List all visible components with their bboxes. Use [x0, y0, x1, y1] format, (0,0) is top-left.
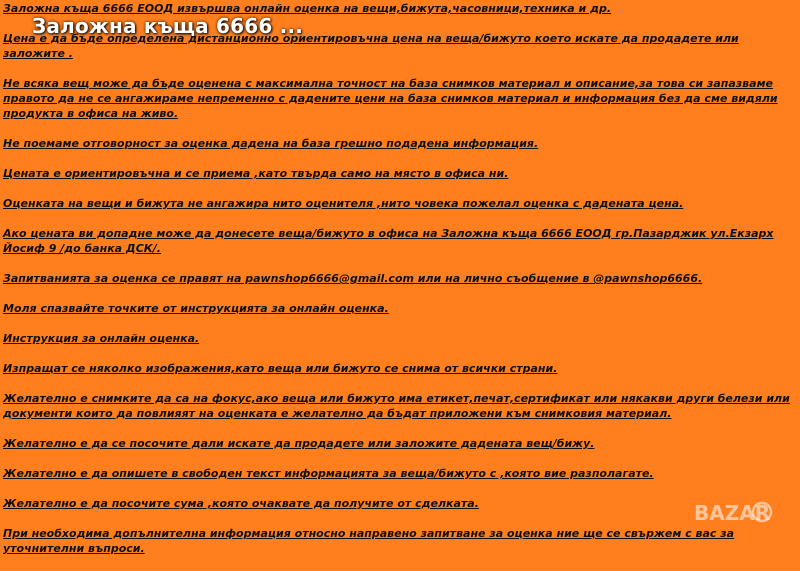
bazar-logo-icon [690, 498, 780, 528]
paragraph-office-address: Ако цената ви допадне може да донесете веща/бижуто в офиса на Заложна къща 6666 ЕООД гр.Пазарджик ул.Екзарх Йосиф 9 /до банка ДСК/. [3, 227, 774, 255]
paragraph-purpose: Цена е да бъде определена дистанционно ориентировъчна цена на веща/бижуто което искате да продадете или заложите . [3, 32, 739, 60]
paragraph-focus-images: Желателно е снимките да са на фокус,ако веща или бижуто има етикет,печат,сертификат или някакви други белези или документи които да повлияят на оценката е желателно да бъдат приложени към снимковия материал. [3, 392, 790, 420]
paragraph-no-obligation: Оценката на вещи и бижута не ангажира нито оценителя ,нито човека пожелал оценка с дадената цена. [3, 197, 684, 210]
paragraph-price-indicative: Цената е ориентировъчна и се приема ,като твърда само на място в офиса ни. [3, 167, 509, 180]
document-body [3, 1, 798, 571]
watermark-text: BAZAR [694, 501, 771, 525]
paragraph-send-images: Изпращат се няколко изображения,като веща или бижуто се снима от всички страни. [3, 362, 558, 375]
paragraph-additional-info: При необходима допълнителна информация относно направено запитване за оценка ние ще се свържем с вас за уточнителни въпроси. [3, 527, 735, 555]
paragraph-follow-instructions: Моля спазвайте точките от инструкцията за онлайн оценка. [3, 302, 389, 315]
paragraph-intro: Заложна къща 6666 ЕООД извършва онлайн оценка на вещи,бижута,часовници,техника и др. [3, 2, 612, 15]
paragraph-sell-or-pawn: Желателно е да се посочите дали искате да продадете или заложите дадената вещ/бижу. [3, 437, 595, 450]
overlay-title: Заложна къща 6666 ... [32, 14, 304, 38]
paragraph-contact: Запитванията за оценка се правят на pawnshop6666@gmail.com или на лично съобщение в @pawnshop6666. [3, 272, 703, 285]
paragraph-instructions-heading: Инструкция за онлайн оценка. [3, 332, 200, 345]
paragraph-expected-sum: Желателно е да посочите сума ,която очаквате да получите от сделката. [3, 497, 479, 510]
paragraph-describe-item: Желателно е да опишете в свободен текст информацията за веща/бижуто с ,която вие разполагате. [3, 467, 654, 480]
paragraph-responsibility: Не поемаме отговорност за оценка дадена на база грешно подадена информация. [3, 137, 539, 150]
paragraph-accuracy-disclaimer: Не всяка вещ може да бъде оценена с максимална точност на база снимков материал и описание,за това си запазваме правото да не се ангажираме непременно с дадените цени на база снимков материал и информация без да сме видяли продукта в офиса на живо. [3, 77, 778, 120]
